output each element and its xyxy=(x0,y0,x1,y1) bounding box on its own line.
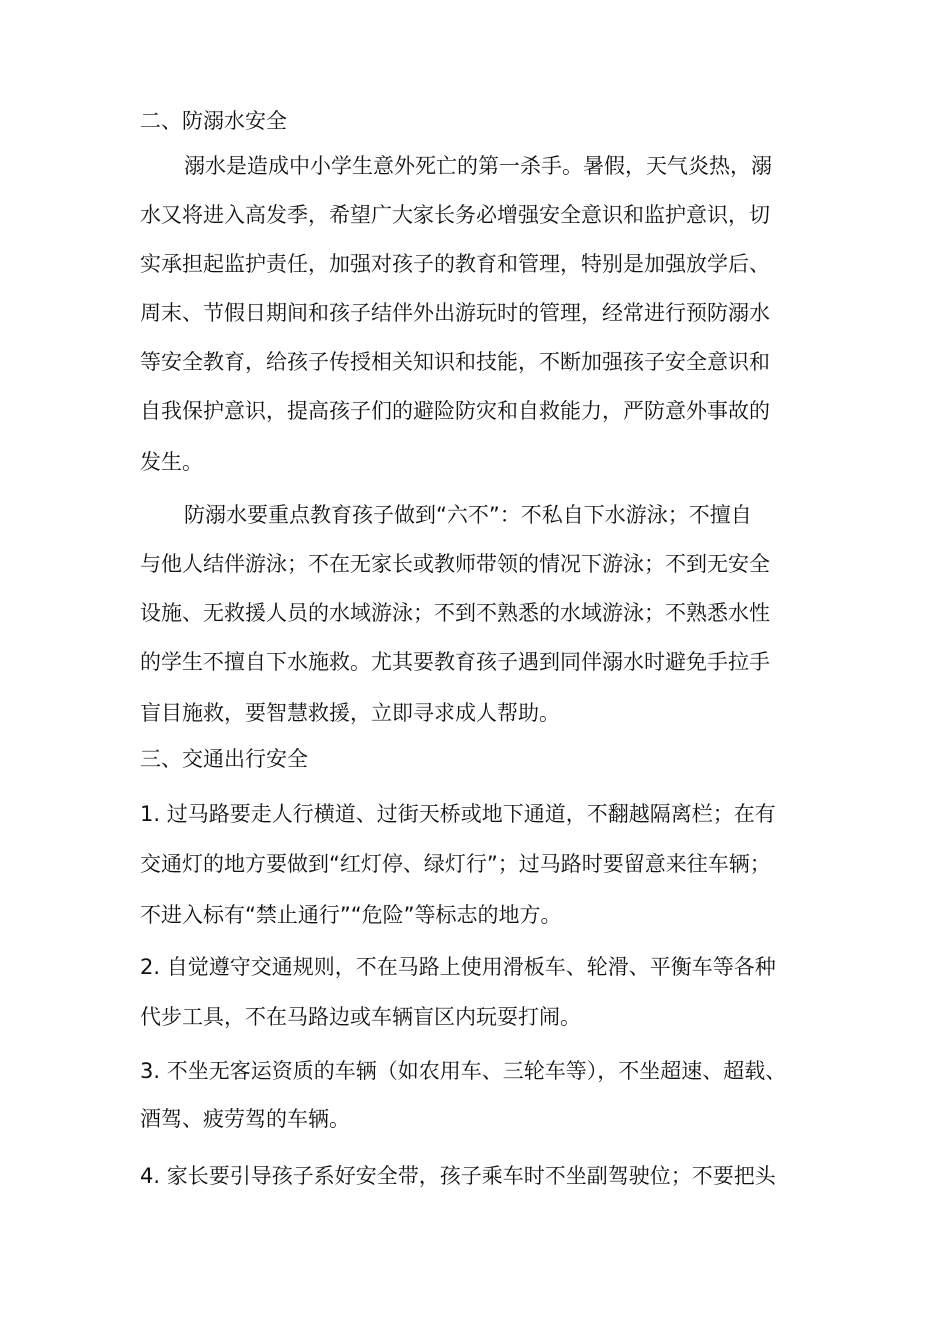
text-line: 溺水是造成中小学生意外死亡的第一杀手。暑假，天气炎热，溺 xyxy=(184,154,772,178)
text-line: 周末、节假日期间和孩子结伴外出游玩时的管理，经常进行预防溺水 xyxy=(140,301,770,325)
text-line: 的学生不擅自下水施救。尤其要教育孩子遇到同伴溺水时避免手拉手 xyxy=(140,650,770,674)
text-line: 1. 过马路要走人行横道、过街天桥或地下通道，不翻越隔离栏；在有 xyxy=(140,802,776,826)
text-line: 3. 不坐无客运资质的车辆（如农用车、三轮车等），不坐超速、超载、 xyxy=(140,1059,787,1083)
text-line: 自我保护意识，提高孩子们的避险防灾和自救能力，严防意外事故的 xyxy=(140,399,770,423)
section-heading-traffic: 三、交通出行安全 xyxy=(140,747,308,771)
text-line: 设施、无救援人员的水域游泳；不到不熟悉的水域游泳；不熟悉水性 xyxy=(140,601,770,625)
text-line: 盲目施救，要智慧救援，立即寻求成人帮助。 xyxy=(140,701,560,725)
section-heading-drowning: 二、防溺水安全 xyxy=(140,109,287,133)
text-line: 等安全教育，给孩子传授相关知识和技能，不断加强孩子安全意识和 xyxy=(140,350,770,374)
text-line: 代步工具，不在马路边或车辆盲区内玩耍打闹。 xyxy=(140,1005,581,1029)
text-line: 防溺水要重点教育孩子做到“六不”：不私自下水游泳；不擅自 xyxy=(184,503,752,527)
text-line: 与他人结伴游泳；不在无家长或教师带领的情况下游泳；不到无安全 xyxy=(140,552,770,576)
text-line: 2. 自觉遵守交通规则，不在马路上使用滑板车、轮滑、平衡车等各种 xyxy=(140,955,776,979)
text-line: 4. 家长要引导孩子系好安全带，孩子乘车时不坐副驾驶位；不要把头 xyxy=(140,1164,776,1188)
text-line: 不进入标有“禁止通行”“危险”等标志的地方。 xyxy=(140,903,562,927)
text-line: 交通灯的地方要做到“红灯停、绿灯行”；过马路时要留意来往车辆； xyxy=(140,852,771,876)
text-line: 实承担起监护责任，加强对孩子的教育和管理，特别是加强放学后、 xyxy=(140,252,770,276)
text-line: 发生。 xyxy=(140,450,203,474)
text-line: 水又将进入高发季，希望广大家长务必增强安全意识和监护意识，切 xyxy=(140,203,770,227)
text-line: 酒驾、疲劳驾的车辆。 xyxy=(140,1107,350,1131)
